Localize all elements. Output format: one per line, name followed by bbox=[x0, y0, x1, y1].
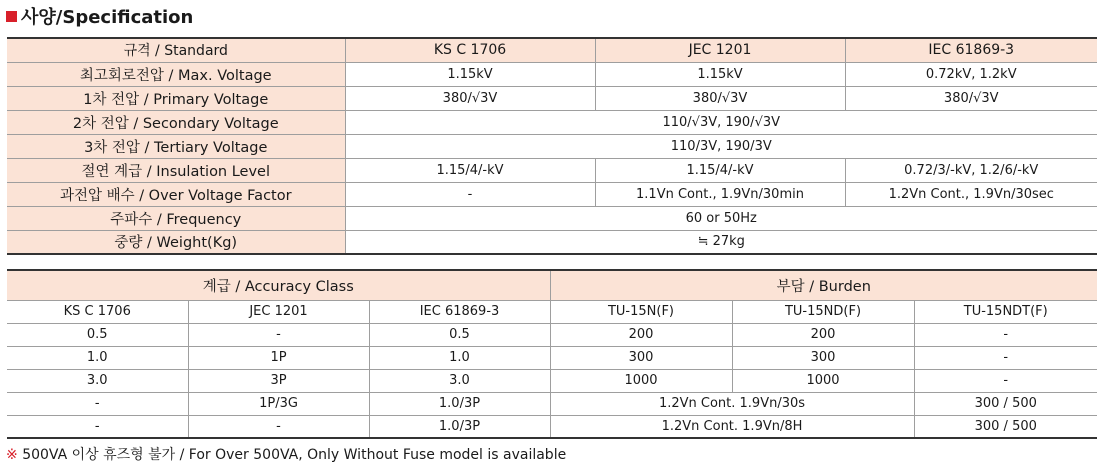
spec-row-insulation-level bbox=[7, 158, 1097, 182]
accuracy-row bbox=[7, 369, 1097, 392]
column-header: TU-15NDT(F) bbox=[914, 300, 1097, 323]
spec-label: 과전압 배수 / Over Voltage Factor bbox=[7, 182, 345, 206]
accuracy-cell: - bbox=[188, 323, 369, 346]
spec-cell: - bbox=[345, 182, 595, 206]
accuracy-cell: 1.0 bbox=[369, 346, 550, 369]
spec-cell: 0.72kV, 1.2kV bbox=[845, 62, 1097, 86]
burden-cell: 1.2Vn Cont. 1.9Vn/8H bbox=[550, 415, 914, 438]
burden-cell: - bbox=[914, 369, 1097, 392]
accuracy-cell: 0.5 bbox=[369, 323, 550, 346]
spec-cell: 380/√3V bbox=[345, 86, 595, 110]
accuracy-row bbox=[7, 323, 1097, 346]
spec-cell: 60 or 50Hz bbox=[345, 206, 1097, 230]
accuracy-cell: - bbox=[7, 415, 188, 438]
burden-cell: 200 bbox=[550, 323, 732, 346]
accuracy-burden-table bbox=[7, 269, 1097, 439]
section-title-text: 사양/Specification bbox=[21, 7, 194, 28]
spec-cell: 1.15kV bbox=[595, 62, 845, 86]
spec-cell: 1.1Vn Cont., 1.9Vn/30min bbox=[595, 182, 845, 206]
footnote-text: 500VA 이상 휴즈형 불가 / For Over 500VA, Only Without Fuse model is available bbox=[22, 447, 567, 463]
burden-cell: 300 / 500 bbox=[914, 415, 1097, 438]
spec-row-max-voltage bbox=[7, 62, 1097, 86]
spec-header-row bbox=[7, 38, 1097, 62]
burden-cell: - bbox=[914, 323, 1097, 346]
burden-cell: 300 bbox=[732, 346, 914, 369]
spec-row-over-voltage-factor bbox=[7, 182, 1097, 206]
accuracy-cell: 1P/3G bbox=[188, 392, 369, 415]
spec-cell: 0.72/3/-kV, 1.2/6/-kV bbox=[845, 158, 1097, 182]
accuracy-group-header-row bbox=[7, 270, 1097, 300]
spec-row-primary-voltage bbox=[7, 86, 1097, 110]
spec-cell: 1.2Vn Cont., 1.9Vn/30sec bbox=[845, 182, 1097, 206]
spec-label: 최고회로전압 / Max. Voltage bbox=[7, 62, 345, 86]
accuracy-cell: 3.0 bbox=[369, 369, 550, 392]
accuracy-cell: 1.0 bbox=[7, 346, 188, 369]
section-title bbox=[6, 4, 193, 28]
spec-label: 3차 전압 / Tertiary Voltage bbox=[7, 134, 345, 158]
burden-cell: - bbox=[914, 346, 1097, 369]
accuracy-cell: 3P bbox=[188, 369, 369, 392]
burden-cell: 1000 bbox=[550, 369, 732, 392]
burden-cell: 200 bbox=[732, 323, 914, 346]
column-header: JEC 1201 bbox=[188, 300, 369, 323]
note-mark: ※ bbox=[6, 447, 18, 463]
spec-label: 주파수 / Frequency bbox=[7, 206, 345, 230]
spec-cell: ≒ 27kg bbox=[345, 230, 1097, 254]
spec-row-secondary-voltage bbox=[7, 110, 1097, 134]
accuracy-cell: - bbox=[7, 392, 188, 415]
spec-row-weight bbox=[7, 230, 1097, 254]
spec-cell: 110/3V, 190/3V bbox=[345, 134, 1097, 158]
spec-cell: 380/√3V bbox=[595, 86, 845, 110]
spec-cell: 380/√3V bbox=[845, 86, 1097, 110]
burden-cell: 300 / 500 bbox=[914, 392, 1097, 415]
red-square-bullet-icon bbox=[6, 11, 17, 22]
spec-cell: 110/√3V, 190/√3V bbox=[345, 110, 1097, 134]
accuracy-cell: 3.0 bbox=[7, 369, 188, 392]
column-header: KS C 1706 bbox=[7, 300, 188, 323]
accuracy-cell: 1P bbox=[188, 346, 369, 369]
spec-label: 절연 계급 / Insulation Level bbox=[7, 158, 345, 182]
spec-header-standard: 규격 / Standard bbox=[7, 38, 345, 62]
accuracy-row bbox=[7, 392, 1097, 415]
spec-header-ks: KS C 1706 bbox=[345, 38, 595, 62]
accuracy-column-header-row bbox=[7, 300, 1097, 323]
spec-row-frequency bbox=[7, 206, 1097, 230]
burden-cell: 1.2Vn Cont. 1.9Vn/30s bbox=[550, 392, 914, 415]
accuracy-cell: 0.5 bbox=[7, 323, 188, 346]
footnote bbox=[6, 444, 566, 464]
spec-label: 1차 전압 / Primary Voltage bbox=[7, 86, 345, 110]
column-header: IEC 61869-3 bbox=[369, 300, 550, 323]
burden-header: 부담 / Burden bbox=[550, 270, 1097, 300]
column-header: TU-15ND(F) bbox=[732, 300, 914, 323]
accuracy-cell: 1.0/3P bbox=[369, 392, 550, 415]
spec-cell: 1.15kV bbox=[345, 62, 595, 86]
column-header: TU-15N(F) bbox=[550, 300, 732, 323]
specification-table bbox=[7, 37, 1097, 255]
spec-header-iec: IEC 61869-3 bbox=[845, 38, 1097, 62]
spec-header-jec: JEC 1201 bbox=[595, 38, 845, 62]
spec-cell: 1.15/4/-kV bbox=[595, 158, 845, 182]
accuracy-cell: 1.0/3P bbox=[369, 415, 550, 438]
burden-cell: 300 bbox=[550, 346, 732, 369]
spec-cell: 1.15/4/-kV bbox=[345, 158, 595, 182]
accuracy-row bbox=[7, 346, 1097, 369]
spec-label: 2차 전압 / Secondary Voltage bbox=[7, 110, 345, 134]
accuracy-row bbox=[7, 415, 1097, 438]
burden-cell: 1000 bbox=[732, 369, 914, 392]
spec-label: 중량 / Weight(Kg) bbox=[7, 230, 345, 254]
accuracy-cell: - bbox=[188, 415, 369, 438]
spec-row-tertiary-voltage bbox=[7, 134, 1097, 158]
accuracy-class-header: 계급 / Accuracy Class bbox=[7, 270, 550, 300]
